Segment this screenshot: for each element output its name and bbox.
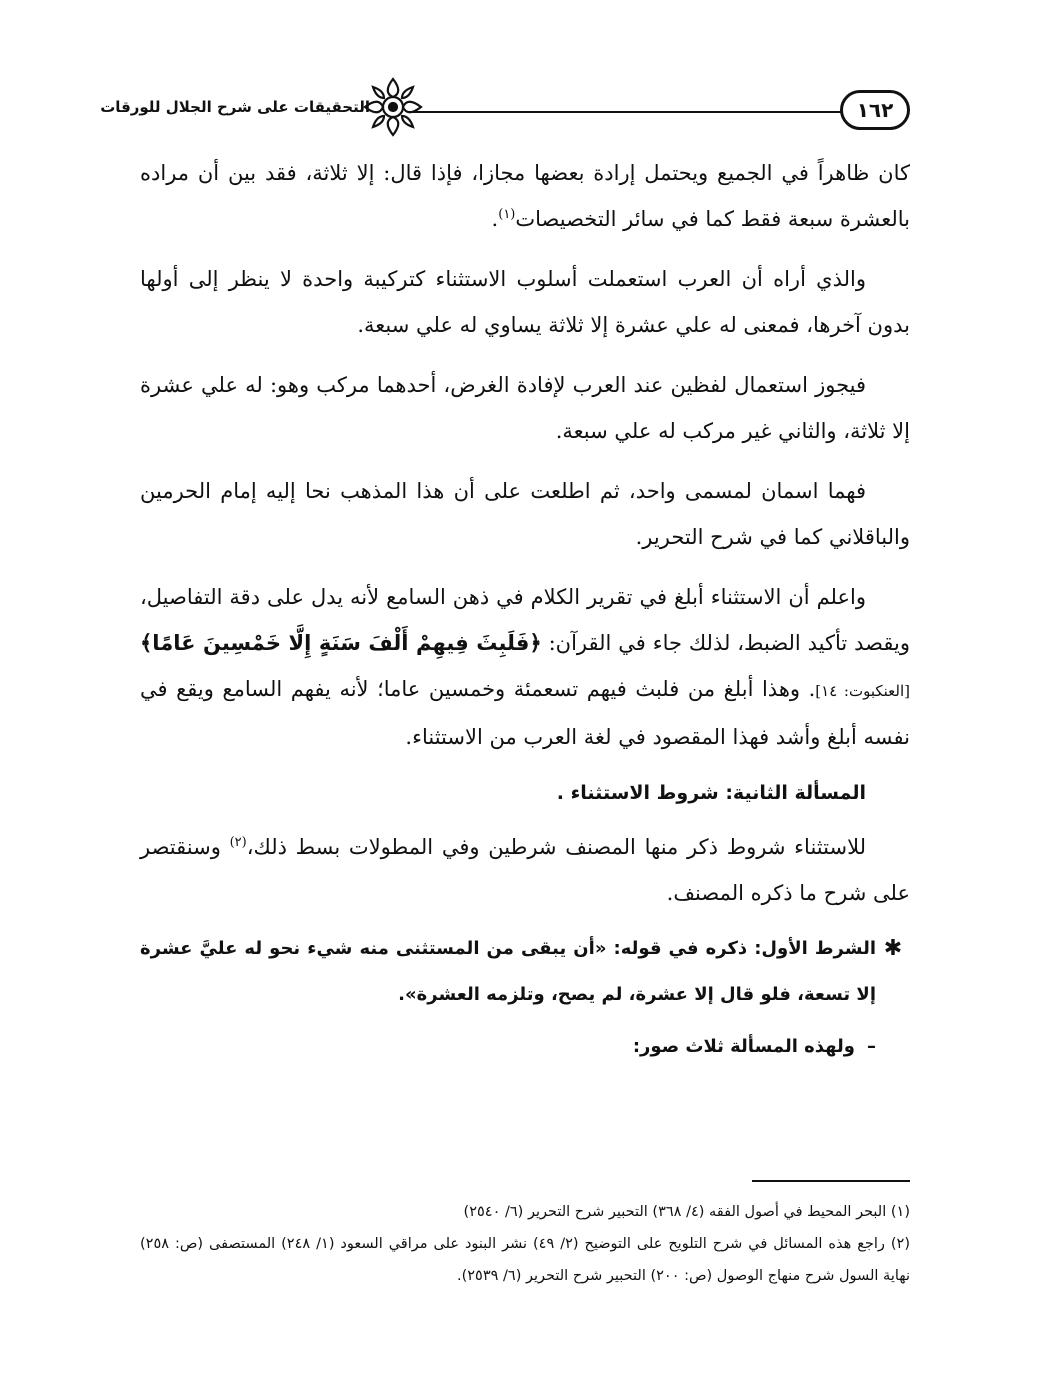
- footnote-ref-1: (١): [498, 207, 516, 222]
- paragraph-3: فيجوز استعمال لفظين عند العرب لإفادة الغرض، أحدهما مركب وهو: له علي عشرة إلا ثلاثة، والثاني غير مركب له علي سبعة.: [140, 373, 910, 443]
- condition-bullet-text: الشرط الأول: ذكره في قوله: «أن يبقى من المستثنى منه شيء نحو له عليَّ عشرة إلا تسعة، فلو قال إلا عشرة، لم يصح، وتلزمه العشرة».: [140, 938, 876, 1005]
- paragraph-6-text-before: للاستثناء شروط ذكر منها المصنف شرطين وفي المطولات بسط ذلك،: [246, 835, 866, 859]
- quran-reference: [العنكبوت: ١٤]: [815, 682, 910, 700]
- paragraph-6-text-after: وسنقتصر على شرح ما ذكره المصنف.: [140, 835, 910, 905]
- ornament-icon: [362, 76, 424, 138]
- footnote-separator: [752, 1180, 910, 1182]
- footnotes: [140, 1196, 910, 1292]
- footnote-ref-2: (٢): [229, 835, 247, 850]
- dash-item: [140, 1024, 910, 1070]
- main-text: [140, 150, 910, 1070]
- paragraph-1: كان ظاهراً في الجميع ويحتمل إرادة بعضها مجازا، فإذا قال: إلا ثلاثة، فقد بين أن مراده بالعشرة سبعة فقط كما في سائر التخصيصات$^{(١)}$.: [140, 161, 910, 231]
- page-number: ١٦٢: [840, 90, 910, 130]
- asterisk-bullet-icon: ✱: [883, 936, 903, 961]
- quran-verse: ﴿فَلَبِثَ فِيهِمْ أَلْفَ سَنَةٍ إِلَّا خَمْسِينَ عَامًا﴾: [140, 631, 542, 655]
- header-rule: [408, 111, 842, 113]
- book-title: التحقيقات على شرح الجلال للورقات: [100, 98, 370, 116]
- dash-item-text: ولهذه المسألة ثلاث صور:: [632, 1036, 855, 1057]
- paragraph-5-text-after: . وهذا أبلغ من فلبث فيهم تسعمئة وخمسين عاما؛ لأنه يفهم السامع ويقع في نفسه أبلغ وأشد فهذا المقصود في لغة العرب من الاستثناء.: [140, 677, 910, 749]
- dash-bullet: –: [867, 1036, 876, 1057]
- paragraph-5: [140, 574, 910, 760]
- footnote-2: (٢) راجع هذه المسائل في شرح التلويح على التوضيح (٢/ ٤٩) نشر البنود على مراقي السعود (١/ ٢٤٨) المستصفى (ص: ٢٥٨) نهاية السول شرح منهاج الوصول (ص: ٢٠٠) التحبير شرح التحرير (٦/ ٢٥٣٩).: [140, 1236, 910, 1284]
- paragraph-6: [140, 824, 910, 916]
- page-header: [100, 72, 910, 142]
- paragraph-2: والذي أراه أن العرب استعملت أسلوب الاستثناء كتركيبة واحدة لا ينظر إلى أولها بدون آخرها، فمعنى له علي عشرة إلا ثلاثة يساوي له علي سبعة.: [140, 267, 910, 337]
- condition-bullet: [140, 926, 910, 1018]
- paragraph-1-text: كان ظاهراً في الجميع ويحتمل إرادة بعضها مجازا، فإذا قال: إلا ثلاثة، فقد بين أن مراده بالعشرة سبعة فقط كما في سائر التخصيصات: [140, 161, 910, 231]
- paragraph-5-text-before: واعلم أن الاستثناء أبلغ في تقرير الكلام في ذهن السامع لأنه يدل على دقة التفاصيل، ويقصد تأكيد الضبط، لذلك جاء في القرآن:: [140, 585, 911, 655]
- footnote-1: (١) البحر المحيط في أصول الفقه (٤/ ٣٦٨) التحبير شرح التحرير (٦/ ٢٥٤٠): [463, 1204, 910, 1220]
- section-heading: المسألة الثانية: شروط الاستثناء .: [556, 782, 866, 804]
- paragraph-4: فهما اسمان لمسمى واحد، ثم اطلعت على أن هذا المذهب نحا إليه إمام الحرمين والباقلاني كما في شرح التحرير.: [140, 479, 910, 549]
